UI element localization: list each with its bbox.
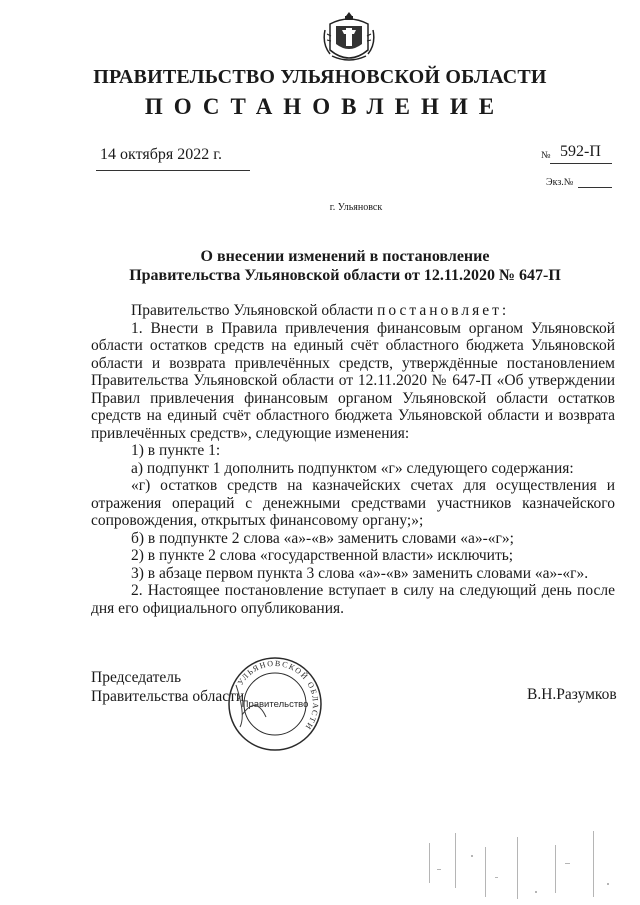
copy-number-label: Экз.№ bbox=[546, 177, 574, 188]
document-title bbox=[90, 247, 600, 285]
number-underline bbox=[550, 163, 612, 164]
paragraph-sub-1a: а) подпункт 1 дополнить подпунктом «г» следующего содержания: bbox=[131, 459, 574, 477]
title-line-1: О внесении изменений в постановление bbox=[200, 248, 490, 265]
stamp-ring-text: УЛЬЯНОВСКОЙ ОБЛАСТИ bbox=[235, 658, 321, 733]
position-line-2: Правительства области bbox=[91, 688, 245, 705]
paragraph-sub-1: 1) в пункте 1: bbox=[131, 442, 221, 459]
paragraph-sub-3: 3) в абзаце первом пункта 3 слова «а»-«в» заменить словами «а»-«г». bbox=[131, 564, 589, 582]
document-body bbox=[91, 302, 615, 617]
intro-prefix: Правительство Ульяновской области bbox=[131, 302, 374, 319]
document-type: ПОСТАНОВЛЕНИЕ bbox=[144, 94, 506, 119]
stamp-center-text: Правительство bbox=[241, 699, 309, 710]
paragraph-sub-1a-text: «г) остатков средств на казначейских счетах для осуществления и отражения операций с денежными средствами участников казначейского сопровождения, открытых финансовому органу;»; bbox=[91, 477, 615, 529]
paragraph-sub-2: 2) в пункте 2 слова «государственной власти» исключить; bbox=[131, 547, 514, 564]
government-name: ПРАВИТЕЛЬСТВО УЛЬЯНОВСКОЙ ОБЛАСТИ bbox=[93, 66, 547, 88]
city: г. Ульяновск bbox=[329, 202, 383, 213]
paragraph-item-2: 2. Настоящее постановление вступает в силу на следующий день после дня его официального опубликования. bbox=[91, 582, 615, 617]
scan-artifacts bbox=[425, 825, 620, 903]
coat-of-arms-icon bbox=[322, 10, 376, 66]
number-prefix: № bbox=[541, 150, 551, 161]
title-line-2: Правительства Ульяновской области от 12.11.2020 № 647-П bbox=[129, 267, 561, 284]
intro-verb: постановляет: bbox=[377, 302, 510, 319]
signatory-position bbox=[91, 668, 244, 706]
intro-paragraph bbox=[91, 302, 615, 320]
paragraph-item-1: 1. Внести в Правила привлечения финансовым органом Ульяновской области остатков средств на единый счёт областного бюджета Ульяновской области и возврата привлечённых средств, утверждённые постановлением Правительства Ульяновской области от 12.11.2020 № 647-П «Об утверждении Правил привлечения финансовым органом Ульяновской области остатков средств на единый счёт областного бюджета Ульяновской области и возврата привлечённых средств», следующие изменения: bbox=[91, 319, 615, 442]
date-underline bbox=[96, 170, 250, 171]
official-stamp bbox=[226, 655, 324, 753]
document-number: 592-П bbox=[560, 143, 601, 160]
paragraph-sub-1b: б) в подпункте 2 слова «а»-«в» заменить словами «а»-«г»; bbox=[131, 529, 514, 547]
copy-number-underline bbox=[578, 187, 612, 188]
position-line-1: Председатель bbox=[91, 669, 182, 686]
signatory-name: В.Н.Разумков bbox=[527, 686, 617, 703]
svg-text:УЛЬЯНОВСКОЙ ОБЛАСТИ bbox=[236, 659, 320, 732]
document-date: 14 октября 2022 г. bbox=[100, 146, 222, 163]
